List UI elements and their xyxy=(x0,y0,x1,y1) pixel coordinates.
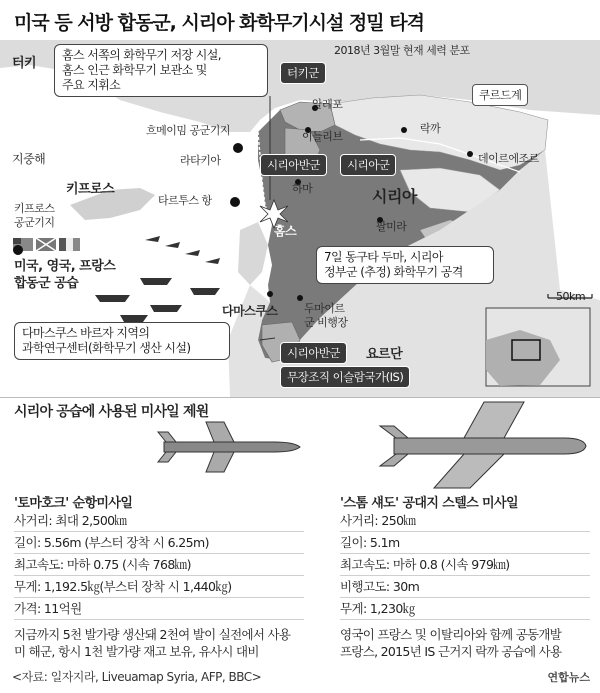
label-hmeimim: 흐메이밈 공군기지 xyxy=(146,124,231,137)
tomahawk-illustration xyxy=(154,418,304,476)
label-jordan: 요르단 xyxy=(366,347,403,362)
section-title: 시리아 공습에 사용된 미사일 제원 xyxy=(14,404,209,420)
stormshadow-spec: 비행고도: 30m xyxy=(340,576,590,598)
tomahawk-spec: 사거리: 최대 2,500㎞ xyxy=(14,510,304,532)
label-dumayr: 두마이르 군 비행장 xyxy=(304,302,348,329)
label-hama: 하마 xyxy=(292,182,313,195)
tag-syrian-rebels-2: 시리아반군 xyxy=(280,342,347,364)
callout-homs-west: 홈스 서쪽의 화학무기 저장 시설, 홈스 인근 화학무기 보관소 및 주요 지휘소 xyxy=(54,44,268,97)
tag-syrian-rebels-1: 시리아반군 xyxy=(260,154,327,176)
label-cyprus: 키프로스 xyxy=(66,182,115,197)
label-scale: 50km xyxy=(556,290,586,303)
tomahawk-note: 지금까지 5천 발가량 생산돼 2천여 발이 실전에서 사용 미 해군, 항시 1천 발가량 재고 보유, 유사시 대비 xyxy=(14,627,291,659)
credit-logo: 연합뉴스 xyxy=(547,671,590,684)
tag-turkish-army: 터키군 xyxy=(280,62,326,84)
label-latakia: 라타키아 xyxy=(180,154,221,167)
lebanon xyxy=(238,222,268,285)
tomahawk-spec: 무게: 1,192.5㎏(부스터 장착 시 1,440㎏) xyxy=(14,576,304,598)
stormshadow-spec: 사거리: 250㎞ xyxy=(340,510,590,532)
label-cyprus-base: 키프로스 공군기지 xyxy=(14,202,55,229)
label-damascus: 다마스쿠스 xyxy=(222,304,278,318)
stormshadow-spec: 최고속도: 마하 0.8 (시속 979㎞) xyxy=(340,554,590,576)
tomahawk-name: '토마호크' 순항미사일 xyxy=(14,496,133,511)
inset-map xyxy=(486,308,590,386)
callout-barzeh: 다마스쿠스 바르자 지역의 과학연구센터(화학무기 생산 시설) xyxy=(14,322,230,360)
stormshadow-name: '스톰 섀도' 공대지 스텔스 미사일 xyxy=(340,496,518,511)
label-deir: 데이르에조르 xyxy=(478,152,539,165)
stormshadow-specs xyxy=(340,510,590,620)
label-idlib: 이들리브 xyxy=(302,130,343,143)
tag-syrian-army: 시리아군 xyxy=(340,154,396,176)
source-note: <자료: 일자지라, Liveuamap Syria, AFP, BBC> xyxy=(12,670,262,684)
label-palmyra: 팔미라 xyxy=(376,220,407,233)
label-sea: 지중해 xyxy=(12,152,46,166)
stormshadow-note: 영국이 프랑스 및 이탈리아와 함께 공동개발 프랑스, 2015년 IS 근거지 락까 공습에 사용 xyxy=(340,627,562,659)
label-turkey: 터키 xyxy=(12,56,37,71)
label-tartus: 타르투스 항 xyxy=(158,194,212,207)
tomahawk-spec: 최고속도: 마하 0.75 (시속 768㎞) xyxy=(14,554,304,576)
tag-isis: 무장조직 이슬람국가(IS) xyxy=(280,366,410,388)
label-coalition: 미국, 영국, 프랑스 합동군 공습 xyxy=(14,259,116,291)
tomahawk-specs xyxy=(14,510,304,620)
label-homs: 홈스 xyxy=(274,224,297,238)
flags xyxy=(13,238,80,251)
tag-kurds: 쿠르드계 xyxy=(472,84,528,106)
tomahawk-spec: 가격: 11억원 xyxy=(14,598,304,620)
label-raqqa: 락까 xyxy=(420,122,441,135)
label-aleppo: 알레포 xyxy=(312,98,343,111)
stormshadow-spec: 길이: 5.1m xyxy=(340,532,590,554)
callout-duma: 7일 동구타 두마, 시리아 정부군 (추정) 화학무기 공격 xyxy=(316,246,494,284)
stormshadow-spec: 무게: 1,230㎏ xyxy=(340,598,590,620)
date-note: 2018년 3월말 현재 세력 분포 xyxy=(334,44,470,57)
label-syria: 시리아 xyxy=(372,187,417,206)
coalition-aircraft xyxy=(145,236,220,264)
tomahawk-spec: 길이: 5.56m (부스터 장착 시 6.25m) xyxy=(14,532,304,554)
stormshadow-illustration xyxy=(374,398,588,494)
page-title: 미국 등 서방 합동군, 시리아 화학무기시설 정밀 타격 xyxy=(14,12,424,34)
